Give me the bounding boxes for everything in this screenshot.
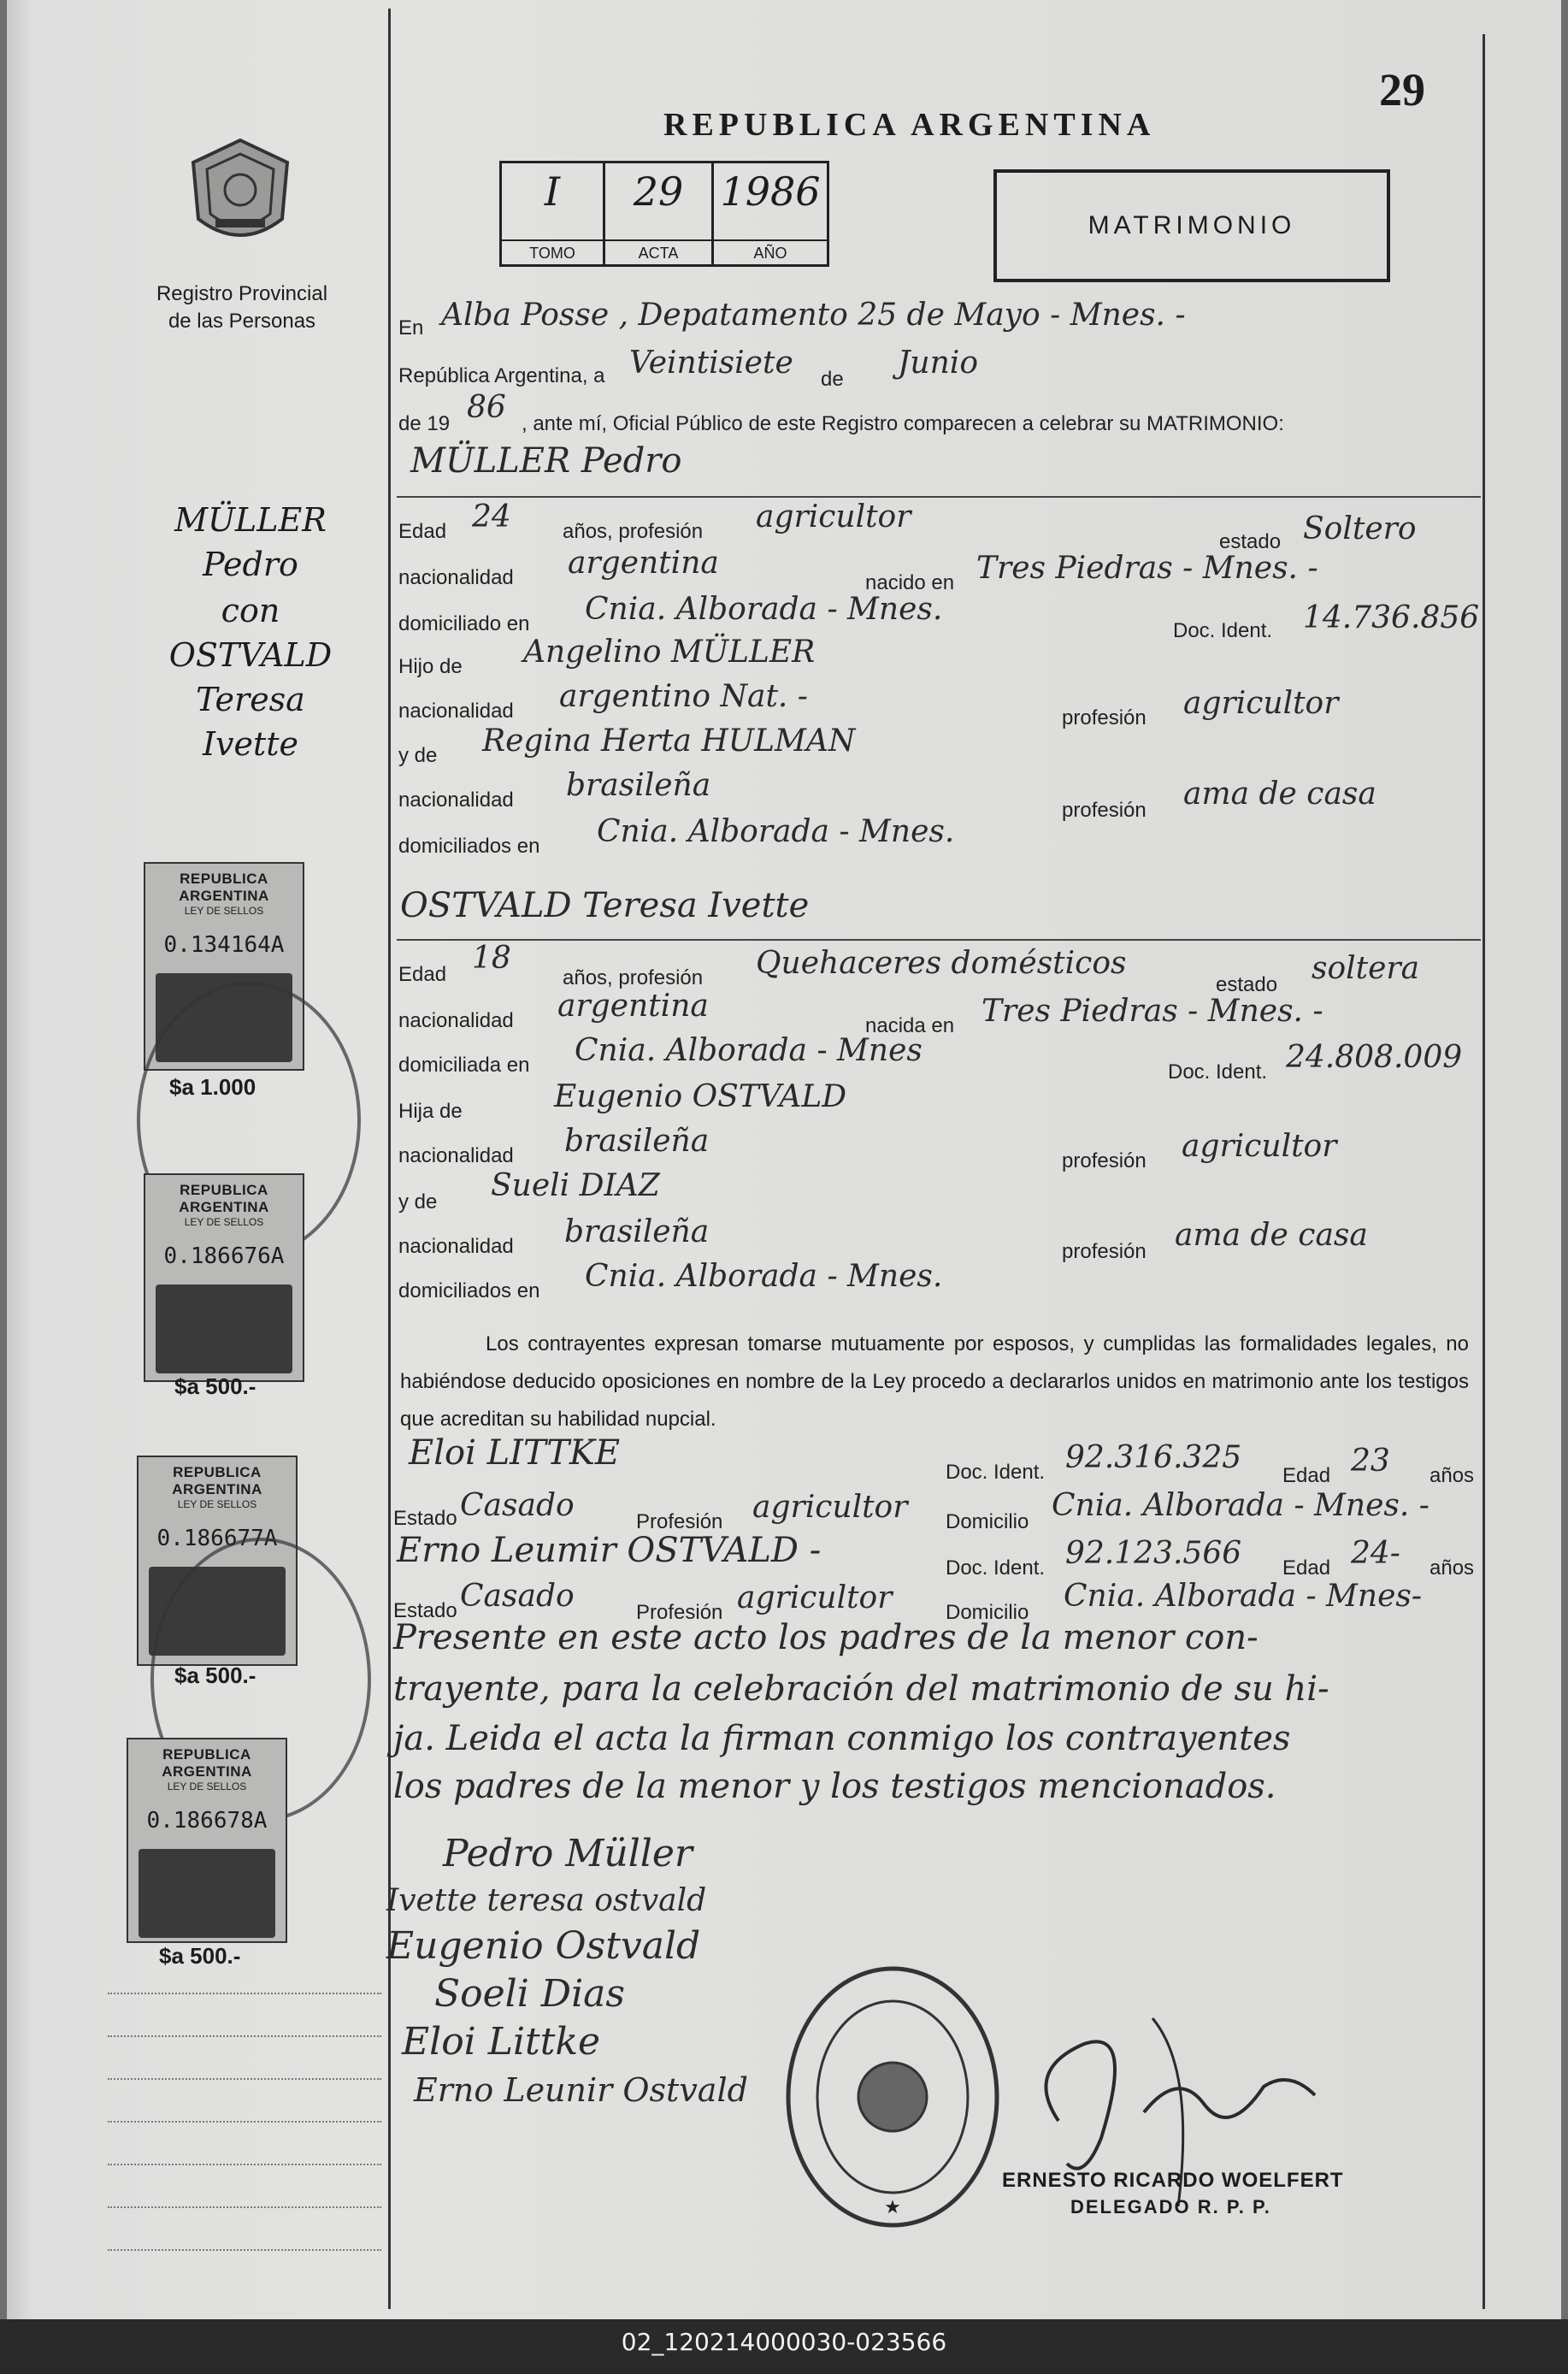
witness-1-domicilio: Cnia. Alborada - Mnes. - bbox=[1052, 1488, 1429, 1523]
bride-madre: Sueli DIAZ bbox=[491, 1168, 660, 1203]
witness-2-doc-label: Doc. Ident. bbox=[946, 1556, 1046, 1580]
signature-witness-2: Erno Leunir Ostvald bbox=[414, 2071, 748, 2109]
tax-stamp-3-sub: LEY DE SELLOS bbox=[177, 1498, 257, 1510]
record-type-box: MATRIMONIO bbox=[993, 169, 1390, 282]
registry-line-2: de las Personas bbox=[168, 310, 316, 333]
groom-doc: 14.736.856 bbox=[1303, 600, 1480, 635]
witness-1-profesion: agricultor bbox=[752, 1490, 908, 1525]
tax-stamp-2-value: $a 500.- bbox=[174, 1373, 256, 1399]
bride-padre-nac-label: nacionalidad bbox=[398, 1144, 514, 1167]
groom-profesion-label: años, profesión bbox=[563, 520, 704, 543]
groom-y-de-label: y de bbox=[398, 744, 438, 767]
year-prefix: de 19 bbox=[398, 412, 451, 435]
groom-edad-label: Edad bbox=[398, 520, 447, 543]
signature-groom: Pedro Müller bbox=[443, 1832, 693, 1875]
tax-stamp-4 bbox=[127, 1738, 287, 1943]
bride-doc: 24.808.009 bbox=[1286, 1040, 1463, 1075]
bride-madre-profesion: ama de casa bbox=[1175, 1218, 1368, 1253]
signature-mother: Soeli Dias bbox=[434, 1972, 625, 2016]
tax-stamp-1-value: $a 1.000 bbox=[169, 1074, 256, 1100]
groom-name: MÜLLER Pedro bbox=[410, 441, 682, 481]
bride-padre-prof-label: profesión bbox=[1062, 1149, 1147, 1172]
witness-1-name: Eloi LITTKE bbox=[409, 1433, 621, 1473]
groom-profesion: agricultor bbox=[756, 499, 911, 534]
bride-y-de-label: y de bbox=[398, 1190, 438, 1214]
registry-seal-icon bbox=[781, 1960, 1004, 2234]
margin-dotted-line bbox=[108, 2164, 381, 2165]
groom-edad: 24 bbox=[472, 499, 511, 534]
witness-1-profesion-label: Profesión bbox=[636, 1510, 723, 1533]
page-number: 29 bbox=[1379, 64, 1425, 115]
anio-value: 1986 bbox=[720, 168, 821, 215]
margin-dotted-line bbox=[108, 2121, 381, 2123]
groom-madre-nac-label: nacionalidad bbox=[398, 788, 514, 812]
acta-value: 29 bbox=[633, 168, 684, 215]
tomo-label: TOMO bbox=[502, 239, 603, 263]
country-heading: REPUBLICA ARGENTINA bbox=[663, 107, 1156, 143]
groom-madre-prof-label: profesión bbox=[1062, 799, 1147, 822]
witness-1-edad: 23 bbox=[1351, 1444, 1390, 1479]
groom-madre: Regina Herta HULMAN bbox=[482, 723, 856, 759]
bride-padre-profesion: agricultor bbox=[1182, 1129, 1337, 1164]
tax-stamp-4-serial: 0.186678A bbox=[146, 1808, 268, 1834]
groom-madre-nacionalidad: brasileña bbox=[566, 768, 711, 803]
file-caption: 02_120214000030-023566 bbox=[621, 2328, 947, 2356]
tax-stamp-3-value: $a 500.- bbox=[174, 1662, 256, 1688]
witness-1-edad-label: Edad bbox=[1282, 1464, 1331, 1487]
bride-estado-label: estado bbox=[1216, 973, 1278, 996]
groom-domicilio-label: domiciliado en bbox=[398, 612, 530, 635]
groom-hijo-label: Hijo de bbox=[398, 655, 463, 678]
day-value: Veintisiete bbox=[629, 345, 793, 381]
groom-nacido: Tres Piedras - Mnes. - bbox=[976, 551, 1318, 586]
tax-stamp-4-value: $a 500.- bbox=[159, 1943, 241, 1969]
en-label: En bbox=[398, 316, 424, 340]
bride-nacida-label: nacida en bbox=[865, 1014, 955, 1037]
witness-1-doc-label: Doc. Ident. bbox=[946, 1461, 1046, 1484]
note-line-4: los padres de la menor y los testigos mencionados. bbox=[393, 1767, 1276, 1806]
tax-stamp-2-emblem-icon bbox=[156, 1284, 292, 1373]
witness-2-profesion-label: Profesión bbox=[636, 1601, 723, 1624]
margin-dotted-line bbox=[108, 2206, 381, 2208]
witness-2-edad-label: Edad bbox=[1282, 1556, 1331, 1580]
bride-nacionalidad-label: nacionalidad bbox=[398, 1009, 514, 1032]
bride-madre-nac-label: nacionalidad bbox=[398, 1235, 514, 1258]
bride-estado: soltera bbox=[1312, 951, 1420, 986]
margin-dotted-line bbox=[108, 1993, 381, 1994]
tax-stamp-2-title: REPUBLICA ARGENTINA bbox=[179, 1182, 269, 1215]
groom-padre-profesion: agricultor bbox=[1183, 686, 1339, 721]
witness-2-doc: 92.123.566 bbox=[1065, 1536, 1242, 1571]
side-name-3: con bbox=[221, 592, 280, 629]
margin-dotted-line bbox=[108, 2078, 381, 2080]
tax-stamp-1-serial: 0.134164A bbox=[163, 932, 285, 958]
province-emblem-icon bbox=[186, 137, 294, 253]
bride-padres-domicilio: Cnia. Alborada - Mnes. bbox=[585, 1259, 943, 1294]
witness-2-name: Erno Leumir OSTVALD - bbox=[397, 1531, 822, 1570]
bride-padres-dom-label: domiciliados en bbox=[398, 1279, 540, 1302]
right-rule bbox=[1483, 34, 1485, 2309]
acta-label: ACTA bbox=[605, 239, 711, 263]
witness-2-domicilio: Cnia. Alborada - Mnes- bbox=[1064, 1579, 1423, 1614]
bride-edad-label: Edad bbox=[398, 963, 447, 986]
record-number-box bbox=[499, 161, 829, 267]
signature-witness-1: Eloi Littke bbox=[402, 2020, 601, 2064]
note-line-2: trayente, para la celebración del matrimonio de su hi- bbox=[393, 1669, 1329, 1709]
groom-padres-dom-label: domiciliados en bbox=[398, 835, 540, 858]
witness-2-edad: 24- bbox=[1351, 1536, 1400, 1571]
tax-stamp-2-serial: 0.186676A bbox=[163, 1243, 285, 1269]
bride-profesion: Quehaceres domésticos bbox=[756, 946, 1127, 981]
witness-1-estado-label: Estado bbox=[393, 1507, 457, 1530]
bride-rule bbox=[397, 939, 1481, 941]
signature-bride: Ivette teresa ostvald bbox=[386, 1883, 707, 1918]
groom-domicilio: Cnia. Alborada - Mnes. bbox=[585, 592, 943, 627]
tax-stamp-4-sub: LEY DE SELLOS bbox=[167, 1780, 247, 1792]
groom-padre: Angelino MÜLLER bbox=[523, 635, 816, 670]
de-label: de bbox=[821, 368, 844, 391]
side-name-1: MÜLLER bbox=[174, 501, 327, 539]
bride-madre-nacionalidad: brasileña bbox=[564, 1214, 710, 1249]
groom-estado-label: estado bbox=[1219, 530, 1282, 553]
tomo-value: I bbox=[544, 168, 561, 215]
groom-padre-nacionalidad: argentino Nat. - bbox=[559, 679, 808, 714]
witness-1-estado: Casado bbox=[460, 1488, 575, 1523]
note-line-3: ja. Leida el acta la firman conmigo los contrayentes bbox=[393, 1719, 1291, 1758]
groom-estado: Soltero bbox=[1303, 511, 1417, 546]
svg-text:★: ★ bbox=[884, 2196, 901, 2218]
bride-edad: 18 bbox=[472, 941, 511, 976]
witness-2-estado: Casado bbox=[460, 1579, 575, 1614]
bride-padre-nacionalidad: brasileña bbox=[564, 1124, 710, 1159]
witness-2-anios-label: años bbox=[1429, 1556, 1475, 1580]
registry-name bbox=[127, 281, 357, 335]
republica-label: República Argentina, a bbox=[398, 364, 605, 387]
registry-line-1: Registro Provincial bbox=[156, 282, 328, 305]
anio-cell bbox=[714, 163, 827, 264]
groom-nacionalidad: argentina bbox=[568, 546, 719, 581]
bride-padre: Eugenio OSTVALD bbox=[554, 1079, 847, 1114]
groom-nacido-label: nacido en bbox=[865, 571, 955, 594]
side-name-6: Ivette bbox=[203, 725, 298, 763]
groom-padre-nac-label: nacionalidad bbox=[398, 700, 514, 723]
register-page bbox=[7, 0, 1561, 2319]
bride-domicilio: Cnia. Alborada - Mnes bbox=[575, 1033, 923, 1068]
tax-stamp-3-serial: 0.186677A bbox=[156, 1526, 278, 1551]
groom-padres-domicilio: Cnia. Alborada - Mnes. bbox=[597, 814, 955, 849]
side-name-2: Pedro bbox=[203, 546, 298, 583]
acta-cell bbox=[605, 163, 714, 264]
side-name-5: Teresa bbox=[196, 681, 305, 718]
year-suffix: 86 bbox=[467, 390, 506, 425]
witness-2-domicilio-label: Domicilio bbox=[946, 1601, 1029, 1624]
groom-rule bbox=[397, 496, 1481, 498]
tax-stamp-2 bbox=[144, 1173, 304, 1382]
side-name-4: OSTVALD bbox=[168, 636, 333, 674]
tomo-cell bbox=[502, 163, 605, 264]
tax-stamp-4-emblem-icon bbox=[139, 1849, 275, 1938]
margin-dotted-line bbox=[108, 2035, 381, 2037]
tax-stamp-3-title: REPUBLICA ARGENTINA bbox=[172, 1464, 262, 1497]
witness-2-profesion: agricultor bbox=[737, 1580, 893, 1615]
official-title: DELEGADO R. P. P. bbox=[1070, 2196, 1271, 2218]
witness-2-estado-label: Estado bbox=[393, 1599, 457, 1622]
note-line-1: Presente en este acto los padres de la menor con- bbox=[393, 1618, 1259, 1657]
tax-stamp-4-title: REPUBLICA ARGENTINA bbox=[162, 1746, 252, 1780]
intro-statement: , ante mí, Oficial Público de este Registro comparecen a celebrar su MATRIMONIO: bbox=[522, 412, 1284, 435]
groom-padre-prof-label: profesión bbox=[1062, 706, 1147, 729]
bride-domicilio-label: domiciliada en bbox=[398, 1054, 530, 1077]
bride-doc-label: Doc. Ident. bbox=[1168, 1060, 1268, 1084]
tax-stamp-1-title: REPUBLICA ARGENTINA bbox=[179, 871, 269, 904]
groom-madre-profesion: ama de casa bbox=[1183, 777, 1376, 812]
margin-dotted-line bbox=[108, 2249, 381, 2251]
anio-label: AÑO bbox=[714, 239, 827, 263]
bride-hija-label: Hija de bbox=[398, 1100, 463, 1123]
bride-madre-prof-label: profesión bbox=[1062, 1240, 1147, 1263]
bride-nacionalidad: argentina bbox=[557, 989, 709, 1024]
bride-nacida: Tres Piedras - Mnes. - bbox=[981, 994, 1323, 1029]
declaration-text: Los contrayentes expresan tomarse mutuamente por esposos, y cumplidas las formalidades legales, no habiéndose deducido oposiciones en nombre de la Ley procedo a declararlos unidos en matrimonio ante los testigos que acreditan su habilidad nupcial. bbox=[400, 1332, 1469, 1431]
place-value: Alba Posse , Depatamento 25 de Mayo - Mnes. - bbox=[441, 298, 1186, 333]
witness-1-doc: 92.316.325 bbox=[1065, 1440, 1242, 1475]
signature-father: Eugenio Ostvald bbox=[386, 1924, 701, 1968]
month-value: Junio bbox=[898, 345, 978, 381]
groom-doc-label: Doc. Ident. bbox=[1173, 619, 1273, 642]
bride-profesion-label: años, profesión bbox=[563, 966, 704, 989]
official-name: ERNESTO RICARDO WOELFERT bbox=[1002, 2169, 1344, 2192]
witness-1-domicilio-label: Domicilio bbox=[946, 1510, 1029, 1533]
witness-1-anios-label: años bbox=[1429, 1464, 1475, 1487]
groom-nacionalidad-label: nacionalidad bbox=[398, 566, 514, 589]
bride-name: OSTVALD Teresa Ivette bbox=[400, 886, 810, 925]
tax-stamp-2-sub: LEY DE SELLOS bbox=[184, 1216, 264, 1228]
tax-stamp-1-sub: LEY DE SELLOS bbox=[184, 905, 264, 917]
